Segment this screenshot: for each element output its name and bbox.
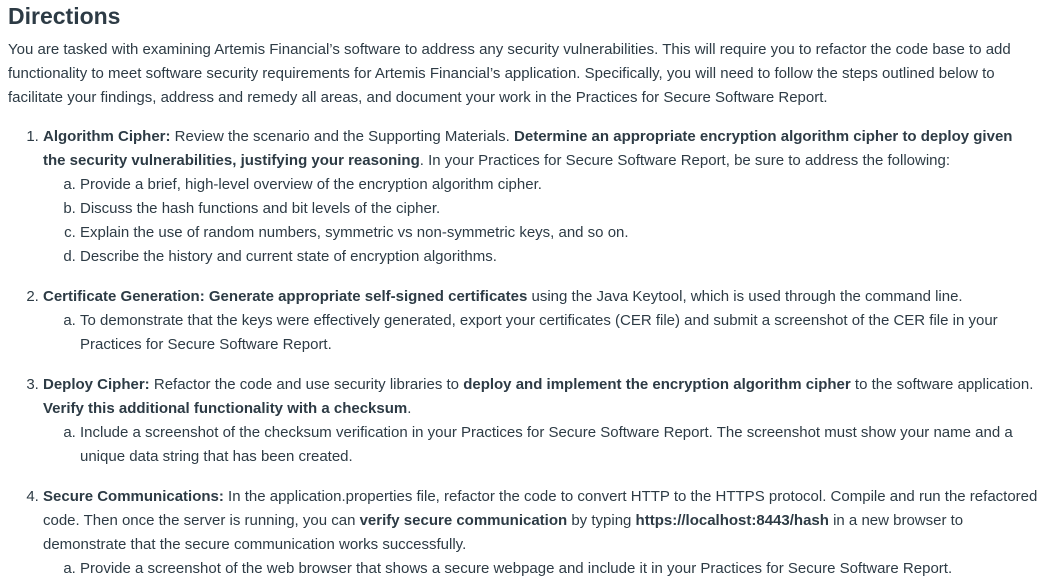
- list-item: b. Discuss the hash functions and bit levels of the cipher.: [80, 197, 1038, 221]
- list-item: a. Include a screenshot of the checksum verification in your Practices for Secure Software Report. The screenshot must show your name and a unique data string that has been created.: [80, 421, 1038, 469]
- step-title: Secure Communications:: [43, 488, 224, 505]
- step-title: Deploy Cipher:: [43, 376, 150, 393]
- list-item: d. Describe the history and current state of encryption algorithms.: [80, 245, 1038, 269]
- sub-list: [43, 557, 1038, 581]
- intro-paragraph: You are tasked with examining Artemis Financial’s software to address any security vulnerabilities. This will require you to refactor the code base to add functionality to meet software security requirements for Artemis Financial’s application. Specifically, you will need to follow the steps outlined below to facilitate your findings, address and remedy all areas, and document your work in the Practices for Secure Software Report.: [8, 41, 1011, 106]
- step-algorithm-cipher: 1. Algorithm Cipher: Review the scenario and the Supporting Materials. Determine an appropriate encryption algorithm cipher to deploy given the security vulnerabilities, justifying your reasoning. In your Practices for Secure Software Report, be sure to address the following: a. Provide a brief, high-level overview of the encryption algorithm cipher. b. Discuss the hash functions and bit levels of the cipher. c. Explain the use of random numbers, symmetric vs non-symmetric keys, and so on. d. Describe the history and current state of encryption algorithms.: [43, 125, 1038, 269]
- step-secure-communications: 4. Secure Communications: In the application.properties file, refactor the code to convert HTTP to the HTTPS protocol. Compile and run the refactored code. Then once the server is running, you can verify secure communication by typing https://localhost:8443/hash in a new browser to demonstrate that the secure communication works successfully. a. Provide a screenshot of the web browser that shows a secure webpage and include it in your Practices for Secure Software Report.: [43, 485, 1038, 581]
- sub-list: [43, 421, 1038, 469]
- sub-list: [43, 173, 1038, 269]
- step-title: Algorithm Cipher:: [43, 128, 171, 145]
- list-item: a. To demonstrate that the keys were effectively generated, export your certificates (CER file) and submit a screenshot of the CER file in your Practices for Secure Software Report.: [80, 309, 1038, 357]
- page-title: Directions: [8, 3, 121, 29]
- step-certificate-generation: 2. Certificate Generation: Generate appropriate self-signed certificates using the Java Keytool, which is used through the command line. a. To demonstrate that the keys were effectively generated, export your certificates (CER file) and submit a screenshot of the CER file in your Practices for Secure Software Report.: [43, 285, 1038, 357]
- step-deploy-cipher: 3. Deploy Cipher: Refactor the code and use security libraries to deploy and implement the encryption algorithm cipher to the software application. Verify this additional functionality with a checksum. a. Include a screenshot of the checksum verification in your Practices for Secure Software Report. The screenshot must show your name and a unique data string that has been created.: [43, 373, 1038, 469]
- steps-list: [8, 125, 1038, 581]
- sub-list: [43, 309, 1038, 357]
- list-item: c. Explain the use of random numbers, symmetric vs non-symmetric keys, and so on.: [80, 221, 1038, 245]
- list-item: a. Provide a brief, high-level overview of the encryption algorithm cipher.: [80, 173, 1038, 197]
- list-item: a. Provide a screenshot of the web browser that shows a secure webpage and include it in your Practices for Secure Software Report.: [80, 557, 1038, 581]
- step-title: Certificate Generation:: [43, 288, 205, 305]
